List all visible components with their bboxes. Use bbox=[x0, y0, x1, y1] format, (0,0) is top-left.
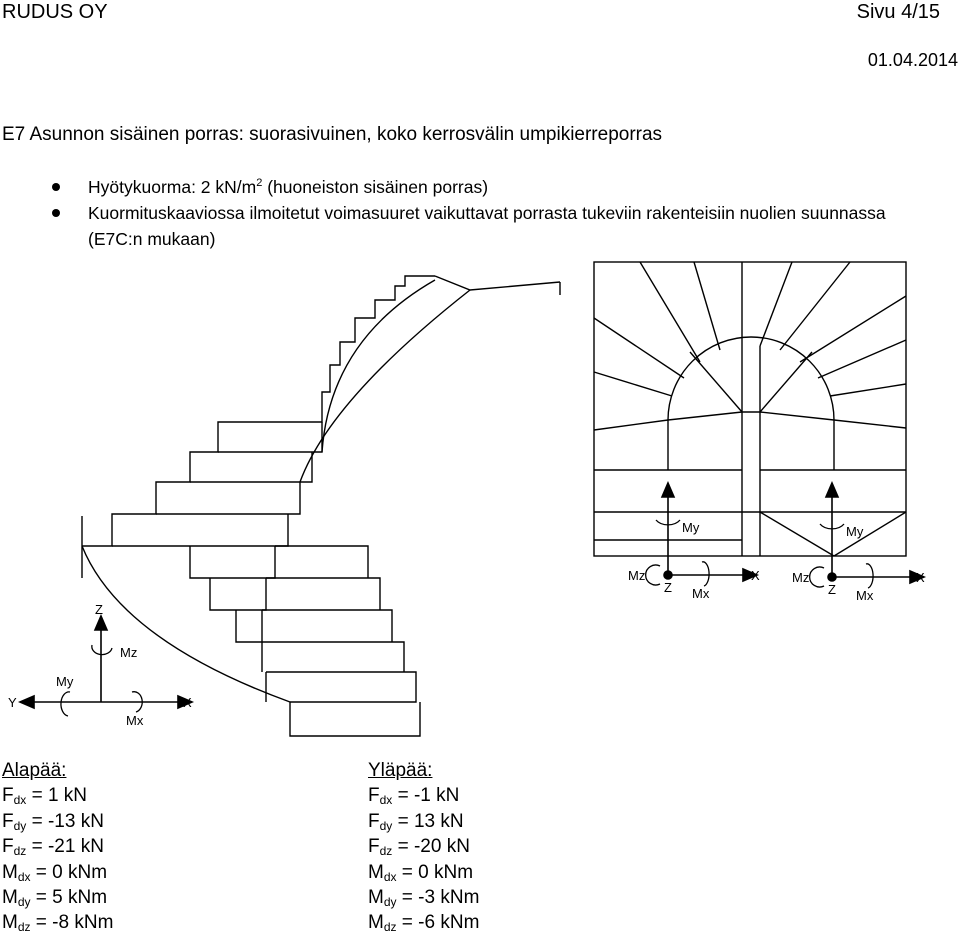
axis-label-x: X bbox=[183, 695, 192, 710]
bullet-list bbox=[50, 174, 930, 252]
upper-end-title: Yläpää: bbox=[368, 760, 433, 781]
result-row: $F_{dz} = -20$ kN bbox=[368, 836, 470, 859]
moment-label-my: My bbox=[846, 524, 864, 539]
bullet-item-load bbox=[50, 174, 930, 200]
result-row: $M_{dx} = 0$ kNm bbox=[368, 861, 474, 884]
bullet-icon bbox=[52, 209, 60, 217]
axis-label-z: Z bbox=[95, 602, 103, 617]
moment-label-mx: Mx bbox=[856, 588, 874, 603]
result-row: $F_{dx} = 1$ kN bbox=[2, 785, 88, 808]
result-row: $M_{dy} = 5$ kNm bbox=[2, 887, 108, 910]
moment-label-mx: Mx bbox=[692, 586, 710, 601]
bullet-icon bbox=[52, 183, 60, 191]
lower-end-title: Alapää: bbox=[2, 760, 67, 781]
result-row: $M_{dy} = -3$ kNm bbox=[368, 887, 480, 910]
lower-end-results bbox=[2, 758, 113, 936]
moment-label-my: My bbox=[56, 674, 74, 689]
result-row: $F_{dy} = 13$ kN bbox=[368, 810, 464, 833]
result-row: $M_{dx} = 0$ kNm bbox=[2, 861, 108, 884]
superscript: 2 bbox=[256, 177, 263, 189]
axis-label-z: Z bbox=[664, 580, 672, 595]
moment-label-mz: Mz bbox=[628, 568, 646, 583]
axis-label-y: Y bbox=[8, 695, 17, 710]
stair-elevation-drawing bbox=[0, 270, 580, 740]
axis-label-x: X bbox=[751, 568, 760, 583]
moment-label-mz: Mz bbox=[120, 645, 138, 660]
result-row: $F_{dy} = -13$ kN bbox=[2, 810, 104, 833]
result-row: $F_{dx} = -1$ kN bbox=[368, 785, 460, 808]
stair-plan-drawing bbox=[580, 255, 952, 610]
moment-label-mz: Mz bbox=[792, 570, 810, 585]
bullet-text: Hyötykuorma: 2 kN/m bbox=[88, 177, 257, 197]
upper-end-results bbox=[368, 758, 479, 936]
result-row: $F_{dz} = -21$ kN bbox=[2, 836, 104, 859]
moment-label-mx: Mx bbox=[126, 713, 144, 728]
bullet-text: (huoneiston sisäinen porras) bbox=[262, 177, 489, 197]
bullet-item-forces bbox=[50, 200, 930, 252]
section-title: E7 Asunnon sisäinen porras: suorasivuinen, koko kerrosvälin umpikierreporras bbox=[2, 124, 663, 145]
result-row: $M_{dz} = -6$ kNm bbox=[368, 912, 480, 935]
axis-label-x: X bbox=[916, 570, 925, 585]
axis-label-z: Z bbox=[828, 582, 836, 597]
document-date: 01.04.2014 bbox=[867, 50, 958, 70]
result-row: $M_{dz} = -8$ kNm bbox=[2, 912, 114, 935]
page-number: Sivu 4/15 bbox=[856, 1, 940, 23]
moment-label-my: My bbox=[682, 520, 700, 535]
company-name: RUDUS OY bbox=[2, 1, 108, 23]
bullet-text: Kuormituskaaviossa ilmoitetut voimasuuret vaikuttavat porrasta tukeviin rakenteisiin nuolien suunnassa (E7C:n mukaan) bbox=[88, 203, 886, 249]
